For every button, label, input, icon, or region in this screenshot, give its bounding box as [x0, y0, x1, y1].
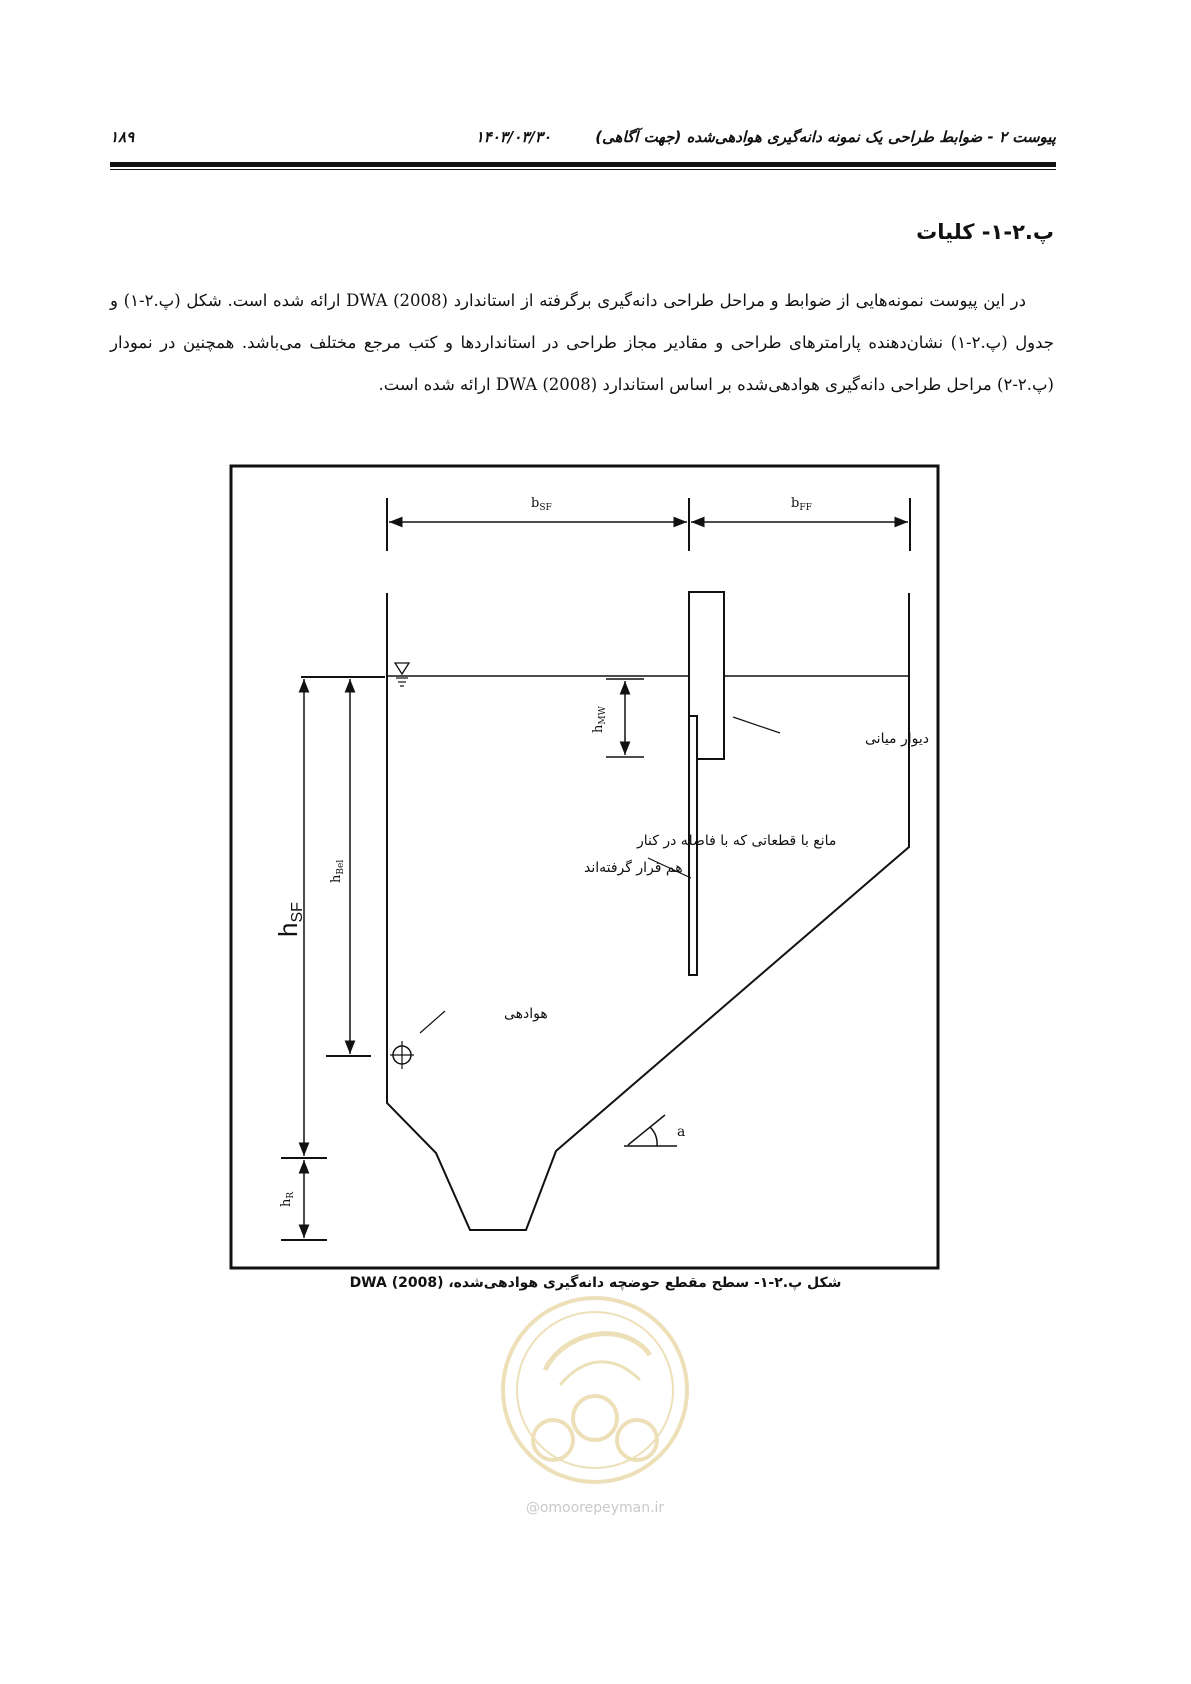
callout-middle-wall: دیوار میانی [865, 731, 930, 747]
label-h-bel: $h_{Bel}$ [329, 859, 346, 883]
label-angle: a [677, 1124, 686, 1140]
leader-middle-wall [733, 717, 780, 733]
callout-baffle-line2: هم قرار گرفته‌اند [584, 860, 683, 876]
header-date: ۱۴۰۳/۰۳/۳۰ [475, 128, 551, 146]
label-b-sf: $b_{SF}$ [531, 496, 552, 513]
page-number: ۱۸۹ [110, 128, 135, 146]
header-title: پیوست ۲ - ضوابط طراحی یک نمونه دانه‌گیری هوادهی‌شده (جهت آگاهی) [595, 128, 1056, 146]
callout-aeration: هوادهی [504, 1006, 548, 1022]
angle-slope [628, 1115, 665, 1145]
tank-outline [387, 593, 909, 1230]
water-level-icon [395, 663, 409, 686]
label-b-ff: $b_{FF}$ [791, 496, 812, 513]
label-h-mw: $h_{MW}$ [591, 706, 608, 733]
watermark-seal [503, 1298, 687, 1482]
body-paragraph: در این پیوست نمونه‌هایی از ضوابط و مراحل طراحی دانه‌گیری برگرفته از استاندارد DWA (2008) ارائه شده است. شکل (پ.۲-۱) و جدول (پ.۲-۱) نشان‌دهنده پارامترهای طراحی و مقادیر مجاز طراحی در استانداردها و کتب مرجع مختلف می‌باشد. همچنین در نمودار (پ.۲-۲) مراحل طراحی دانه‌گیری هوادهی‌شده بر اساس استاندارد DWA (2008) ارائه شده است. [110, 291, 1055, 394]
callout-baffle-line1: مانع با قطعاتی که با فاصله در کنار [637, 833, 837, 849]
label-h-sf: hSF [273, 902, 306, 937]
section-heading: پ.۲-۱- کلیات [916, 220, 1054, 244]
watermark-text: @omoorepeyman.ir [525, 1500, 665, 1516]
angle-arc [650, 1127, 657, 1146]
leader-aeration [420, 1011, 445, 1033]
figure-caption: شکل پ.۲-۱- سطح مقطع حوضچه دانه‌گیری هوادهی‌شده، DWA (2008) [349, 1275, 842, 1291]
label-h-r: $h_R$ [279, 1191, 296, 1207]
